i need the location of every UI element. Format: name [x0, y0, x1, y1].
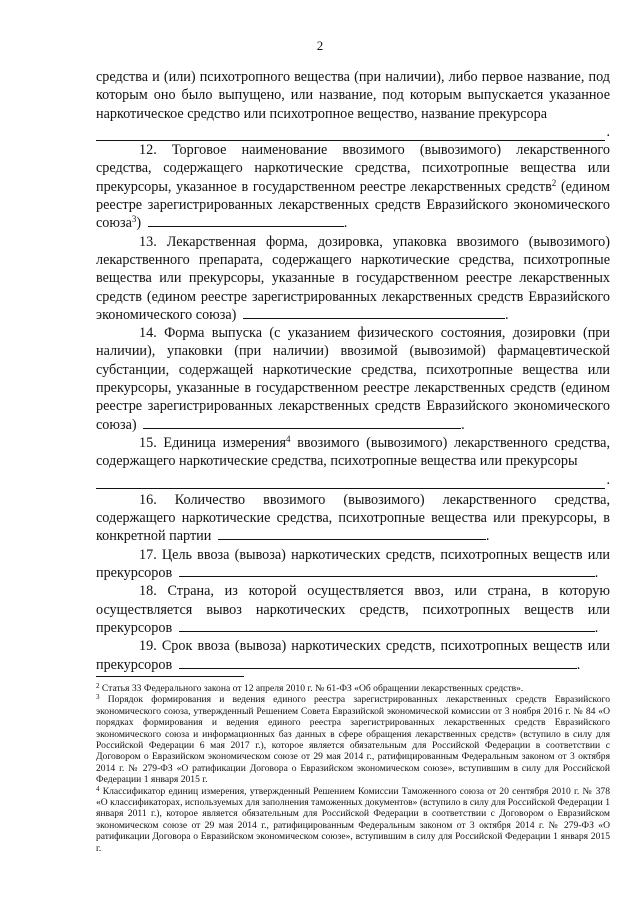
- item-15-text-cont: ввозимого (вывозимого) лекарственного средства, содержащего наркотические средства, психотропные вещества или прекурсоры: [96, 434, 610, 470]
- document-body: [96, 68, 610, 674]
- footnote-text: Статья 33 Федерального закона от 12 апреля 2010 г. № 61-ФЗ «Об обращении лекарственных средств».: [99, 683, 524, 694]
- footnote-text: Классификатор единиц измерения, утвержденный Решением Комиссии Таможенного союза от 20 сентября 2010 г. № 378 «О классификаторах, используемых для заполнения таможенных документов» (вступило в силу для Российской Федерации 1 января 2011 г.), которое является обязательным для Российской Федерации в соответствии с Договором о Евразийском экономическом союзе от 29 мая 2014 г., ратифицированным Федеральным законом от 3 октября 2014 г. № 279-ФЗ «О ратификации Договора о Евразийском экономическом союзе», вступившим в силу для Российской Федерации 1 января 2015 г.: [96, 785, 610, 854]
- line-end-period: .: [606, 123, 610, 140]
- item-18-blank-field[interactable]: [179, 619, 595, 632]
- item-12-text-cont: (едином реестре зарегистрированных лекарственных средств Евразийского экономического союза: [96, 178, 610, 232]
- footnotes: [96, 683, 610, 854]
- footnote-separator: [96, 676, 244, 677]
- item-12-blank-field[interactable]: [148, 214, 344, 227]
- line-end-period: .: [606, 471, 610, 488]
- footnote-ref-4: 4: [286, 433, 291, 444]
- line-end-period: .: [504, 306, 509, 323]
- intro-text: средства и (или) психотропного вещества (при наличии), либо первое название, под которым оно было выпущено, или название, под которым выпускается указанное наркотическое средство или психотропное вещество, название прекурсора: [96, 69, 610, 122]
- footnote-2: [96, 683, 610, 694]
- item-14-blank-field[interactable]: [143, 416, 461, 429]
- footnote-4: [96, 786, 610, 854]
- footnote-ref-2: 2: [551, 177, 557, 188]
- item-14: [96, 324, 610, 434]
- blank-field[interactable]: [96, 128, 605, 141]
- item-19: [96, 637, 610, 674]
- line-end-period: .: [594, 619, 599, 636]
- line-end-period: .: [485, 528, 490, 545]
- line-end-period: .: [461, 416, 465, 433]
- line-end-period: .: [343, 215, 348, 232]
- item-16-text: 16. Количество ввозимого (вывозимого) лекарственного средства, содержащего наркотические средства, психотропные вещества или прекурсоры, в конкретной партии: [96, 491, 610, 545]
- footnote-mark: 3: [96, 693, 100, 702]
- footnote-text: Порядок формирования и ведения единого реестра зарегистрированных лекарственных средств Евразийского экономического союза, утвержденный Решением Совета Евразийской экономической комиссии от 3 ноября 2016 г. № 84 «О порядках формирования и ведения единого реестра зарегистрированных лекарственных средств Евразийского экономического союза и информационных баз данных в сфере обращения лекарственных средств» (вступило в силу для Российской Федерации 6 мая 2017 г.), которое является обязательным для Российской Федерации в соответствии с Договором о Евразийском экономическом союзе от 29 мая 2014 г., ратифицированным Федеральным законом от 3 октября 2014 г. № 279-ФЗ «О ратификации Договора о Евразийском экономическом союзе», вступившим в силу для Российской Федерации 1 января 2015 г.: [96, 694, 610, 786]
- item-17-text: 17. Цель ввоза (вывоза) наркотических средств, психотропных веществ или прекурсоров: [96, 546, 610, 582]
- line-end-period: .: [576, 656, 581, 673]
- item-15: [96, 434, 610, 471]
- item-18: [96, 582, 610, 637]
- item-12-text: 12. Торговое наименование ввозимого (вывозимого) лекарственного средства, содержащего наркотические средства, психотропные вещества или прекурсоры, указанное в государственном реестре лекарственных средств: [96, 142, 610, 195]
- item-19-blank-field[interactable]: [179, 656, 577, 669]
- item-19-text: 19. Срок ввоза (вывоза) наркотических средств, психотропных веществ или прекурсоров: [96, 638, 610, 673]
- line-end-period: .: [594, 565, 599, 582]
- item-12: [96, 141, 610, 232]
- item-15-blank-line: [96, 471, 610, 489]
- footnote-ref-3: 3: [131, 214, 137, 225]
- footnote-mark: 2: [96, 682, 100, 690]
- item-17-blank-field[interactable]: [179, 564, 595, 577]
- item-13: [96, 233, 610, 324]
- item-17: [96, 546, 610, 583]
- intro-paragraph: [96, 68, 610, 123]
- item-13-blank-field[interactable]: [243, 306, 505, 319]
- footnote-mark: 4: [96, 784, 100, 793]
- item-15-blank-field[interactable]: [96, 476, 605, 489]
- item-16: [96, 491, 610, 546]
- item-16-blank-field[interactable]: [218, 527, 486, 540]
- footnote-3: [96, 694, 610, 785]
- item-18-text: 18. Страна, из которой осуществляется ввоз, или страна, в которую осуществляется вывоз наркотических средств, психотропных веществ или прекурсоров: [96, 583, 610, 636]
- item-15-text: 15. Единица измерения: [139, 434, 287, 451]
- item-14-text: 14. Форма выпуска (с указанием физического состояния, дозировки (при наличии), упаковки (при наличии) ввозимой (вывозимой) фармацевтической субстанции, содержащей наркотические средства, психотропные вещества или прекурсоры, указанные в государственном реестре лекарственных средств (едином реестре зарегистрированных лекарственных средств Евразийского экономического союза): [96, 325, 610, 433]
- intro-blank-line: [96, 123, 610, 141]
- item-12-text-end: ): [136, 215, 142, 232]
- item-13-text: 13. Лекарственная форма, дозировка, упаковка ввозимого (вывозимого) лекарственного препарата, содержащего наркотические средства, психотропные вещества или прекурсоры, указанные в государственном реестре лекарственных средств (едином реестре зарегистрированных лекарственных средств Евразийского экономического союза): [96, 233, 610, 323]
- page-number: 2: [316, 38, 324, 53]
